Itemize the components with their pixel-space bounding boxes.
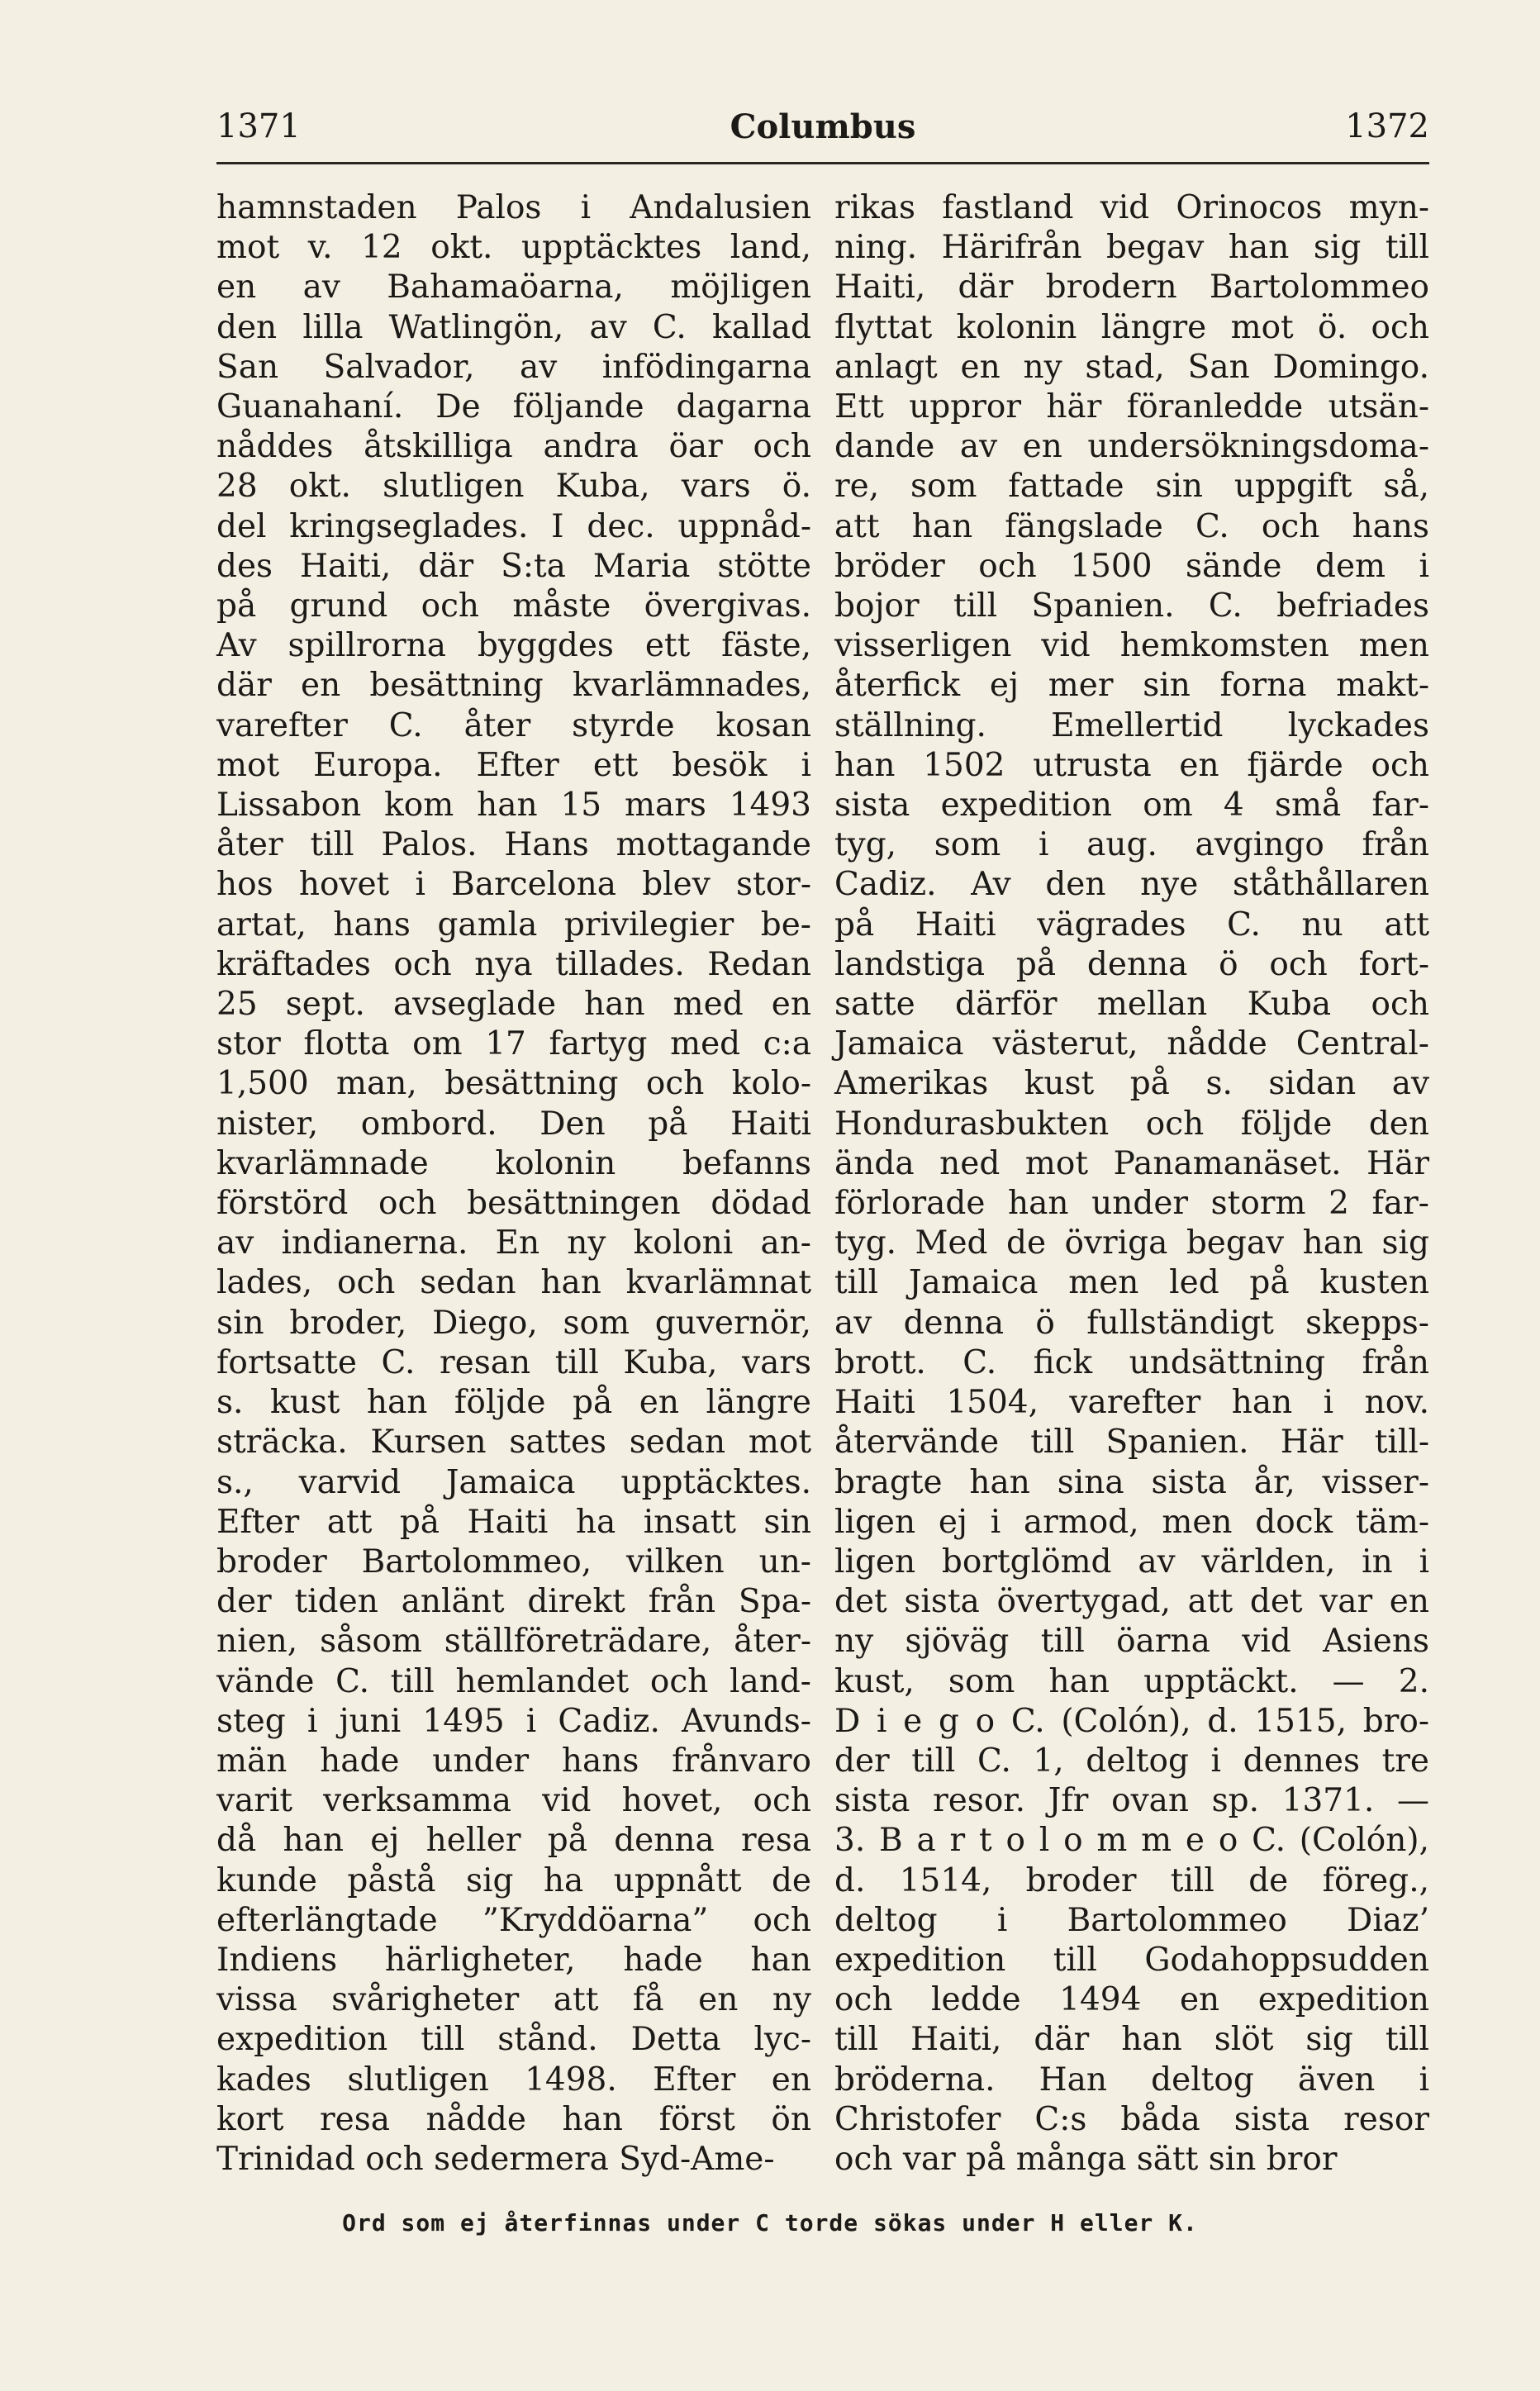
text-line: Cadiz. Av den nye ståthållaren [834, 866, 1429, 904]
text-line: förstörd och besättningen dödad [216, 1185, 811, 1223]
text-line: då han ej heller på denna resa [216, 1822, 811, 1860]
text-line: Hondurasbukten och följde den [834, 1105, 1429, 1143]
text-line: på Haiti vägrades C. nu att [834, 906, 1429, 944]
text-line: Haiti 1504, varefter han i nov. [834, 1384, 1429, 1422]
text-line: åter till Palos. Hans mottagande [216, 826, 811, 864]
text-line: dande av en undersökningsdoma- [834, 428, 1429, 466]
text-line: 1,500 man, besättning och kolo- [216, 1065, 811, 1103]
text-line: hamnstaden Palos i Andalusien [216, 189, 811, 226]
text-line: deltog i Bartolommeo Diaz’ [834, 1901, 1429, 1939]
text-line: der tiden anlänt direkt från Spa- [216, 1583, 811, 1621]
text-line: bragte han sina sista år, visser- [834, 1463, 1429, 1501]
text-line: hos hovet i Barcelona blev stor- [216, 866, 811, 904]
text-line: steg i juni 1495 i Cadiz. Avunds- [216, 1702, 811, 1740]
text-line: rikas fastland vid Orinocos myn- [834, 189, 1429, 226]
text-line: broder Bartolommeo, vilken un- [216, 1543, 811, 1581]
text-line: satte därför mellan Kuba och [834, 986, 1429, 1024]
text-line: kräftades och nya tillades. Redan [216, 945, 811, 983]
text-line: 3. B a r t o l o m m e o C. (Colón), [834, 1822, 1429, 1860]
text-line: sista resor. Jfr ovan sp. 1371. — [834, 1782, 1429, 1820]
text-line: San Salvador, av infödingarna [216, 348, 811, 386]
text-line: ställning. Emellertid lyckades [834, 706, 1429, 744]
text-line: varefter C. åter styrde kosan [216, 706, 811, 744]
text-line: sin broder, Diego, som guvernör, [216, 1304, 811, 1342]
text-line: Trinidad och sedermera Syd-Ame- [216, 2140, 775, 2178]
text-line: en av Bahamaöarna, möjligen [216, 269, 811, 307]
text-line: Efter att på Haiti ha insatt sin [216, 1503, 811, 1541]
text-line: bröderna. Han deltog även i [834, 2061, 1429, 2099]
text-line: till Jamaica men led på kusten [834, 1264, 1429, 1302]
text-line: artat, hans gamla privilegier be- [216, 906, 811, 944]
text-line: bojor till Spanien. C. befriades [834, 587, 1429, 625]
text-line: kort resa nådde han först ön [216, 2100, 811, 2138]
text-line: vände C. till hemlandet och land- [216, 1662, 811, 1700]
text-line: del kringseglades. I dec. uppnåd- [216, 507, 811, 545]
text-line: s. kust han följde på en längre [216, 1384, 811, 1422]
left-page-number: 1371 [216, 107, 301, 145]
text-line: Christofer C:s båda sista resor [834, 2100, 1429, 2138]
text-line: ny sjöväg till öarna vid Asiens [834, 1623, 1429, 1661]
right-page-number: 1372 [1345, 107, 1429, 145]
text-line: till Haiti, där han slöt sig till [834, 2021, 1429, 2059]
text-line: expedition till Godahoppsudden [834, 1941, 1429, 1979]
text-line: fortsatte C. resan till Kuba, vars [216, 1343, 811, 1381]
text-line: landstiga på denna ö och fort- [834, 945, 1429, 983]
text-line: 28 okt. slutligen Kuba, vars ö. [216, 468, 811, 506]
text-line: återfick ej mer sin forna makt- [834, 667, 1429, 705]
text-line: ligen ej i armod, men dock täm- [834, 1503, 1429, 1541]
running-title: Columbus [730, 107, 916, 146]
text-line: mot Europa. Efter ett besök i [216, 746, 811, 784]
text-line: det sista övertygad, att det var en [834, 1583, 1429, 1621]
text-line: lades, och sedan han kvarlämnat [216, 1264, 811, 1302]
text-line: Amerikas kust på s. sidan av [834, 1065, 1429, 1103]
header-rule [216, 162, 1429, 164]
text-line: des Haiti, där S:ta Maria stötte [216, 547, 811, 585]
text-line: han 1502 utrusta en fjärde och [834, 746, 1429, 784]
footer-note: Ord som ej återfinnas under C torde sökas under H eller K. [342, 2209, 1198, 2237]
text-line: Jamaica västerut, nådde Central- [834, 1025, 1429, 1063]
text-line: sträcka. Kursen sattes sedan mot [216, 1424, 811, 1462]
text-line: brott. C. fick undsättning från [834, 1343, 1429, 1381]
text-line: kunde påstå sig ha uppnått de [216, 1861, 811, 1899]
text-line: s., varvid Jamaica upptäcktes. [216, 1463, 811, 1501]
text-line: kust, som han upptäckt. — 2. [834, 1662, 1429, 1700]
text-line: mot v. 12 okt. upptäcktes land, [216, 229, 811, 267]
text-line: tyg, som i aug. avgingo från [834, 826, 1429, 864]
text-line: sista expedition om 4 små far- [834, 787, 1429, 825]
text-line: D i e g o C. (Colón), d. 1515, bro- [834, 1702, 1429, 1740]
text-line: ning. Härifrån begav han sig till [834, 229, 1429, 267]
text-line: och var på många sätt sin bror [834, 2140, 1338, 2178]
text-line: visserligen vid hemkomsten men [834, 627, 1429, 665]
text-line: vissa svårigheter att få en ny [216, 1981, 811, 2019]
text-line: kvarlämnade kolonin befanns [216, 1144, 811, 1182]
text-line: Ett uppror här föranledde utsän- [834, 388, 1429, 426]
text-line: på grund och måste övergivas. [216, 587, 811, 625]
text-line: av denna ö fullständigt skepps- [834, 1304, 1429, 1342]
text-line: varit verksamma vid hovet, och [216, 1782, 811, 1820]
text-line: förlorade han under storm 2 far- [834, 1185, 1429, 1223]
text-line: den lilla Watlingön, av C. kallad [216, 308, 811, 346]
page-header [216, 107, 1429, 165]
text-line: anlagt en ny stad, San Domingo. [834, 348, 1429, 386]
left-column [216, 188, 811, 2179]
text-line: Lissabon kom han 15 mars 1493 [216, 787, 811, 825]
text-line: bröder och 1500 sände dem i [834, 547, 1429, 585]
text-line: kades slutligen 1498. Efter en [216, 2061, 811, 2099]
right-column [834, 188, 1429, 2179]
text-line: stor flotta om 17 fartyg med c:a [216, 1025, 811, 1063]
text-line: av indianerna. En ny koloni an- [216, 1224, 811, 1262]
text-line: flyttat kolonin längre mot ö. och [834, 308, 1429, 346]
text-line: ligen bortglömd av världen, in i [834, 1543, 1429, 1581]
text-line: män hade under hans frånvaro [216, 1742, 811, 1780]
text-line: nien, såsom ställföreträdare, åter- [216, 1623, 811, 1661]
text-line: expedition till stånd. Detta lyc- [216, 2021, 811, 2059]
text-line: att han fängslade C. och hans [834, 507, 1429, 545]
text-line: nister, ombord. Den på Haiti [216, 1105, 811, 1143]
text-line: der till C. 1, deltog i dennes tre [834, 1742, 1429, 1780]
text-line: Indiens härligheter, hade han [216, 1941, 811, 1979]
text-line: Haiti, där brodern Bartolommeo [834, 269, 1429, 307]
text-line: efterlängtade ”Kryddöarna” och [216, 1901, 811, 1939]
text-line: återvände till Spanien. Här till- [834, 1424, 1429, 1462]
text-line: d. 1514, broder till de föreg., [834, 1861, 1429, 1899]
text-line: Guanahaní. De följande dagarna [216, 388, 811, 426]
text-line: 25 sept. avseglade han med en [216, 986, 811, 1024]
text-line: där en besättning kvarlämnades, [216, 667, 811, 705]
text-line: Av spillrorna byggdes ett fäste, [216, 627, 811, 665]
text-line: re, som fattade sin uppgift så, [834, 468, 1429, 506]
text-line: ända ned mot Panamanäset. Här [834, 1144, 1429, 1182]
text-line: nåddes åtskilliga andra öar och [216, 428, 811, 466]
text-line: tyg. Med de övriga begav han sig [834, 1224, 1429, 1262]
text-line: och ledde 1494 en expedition [834, 1981, 1429, 2019]
